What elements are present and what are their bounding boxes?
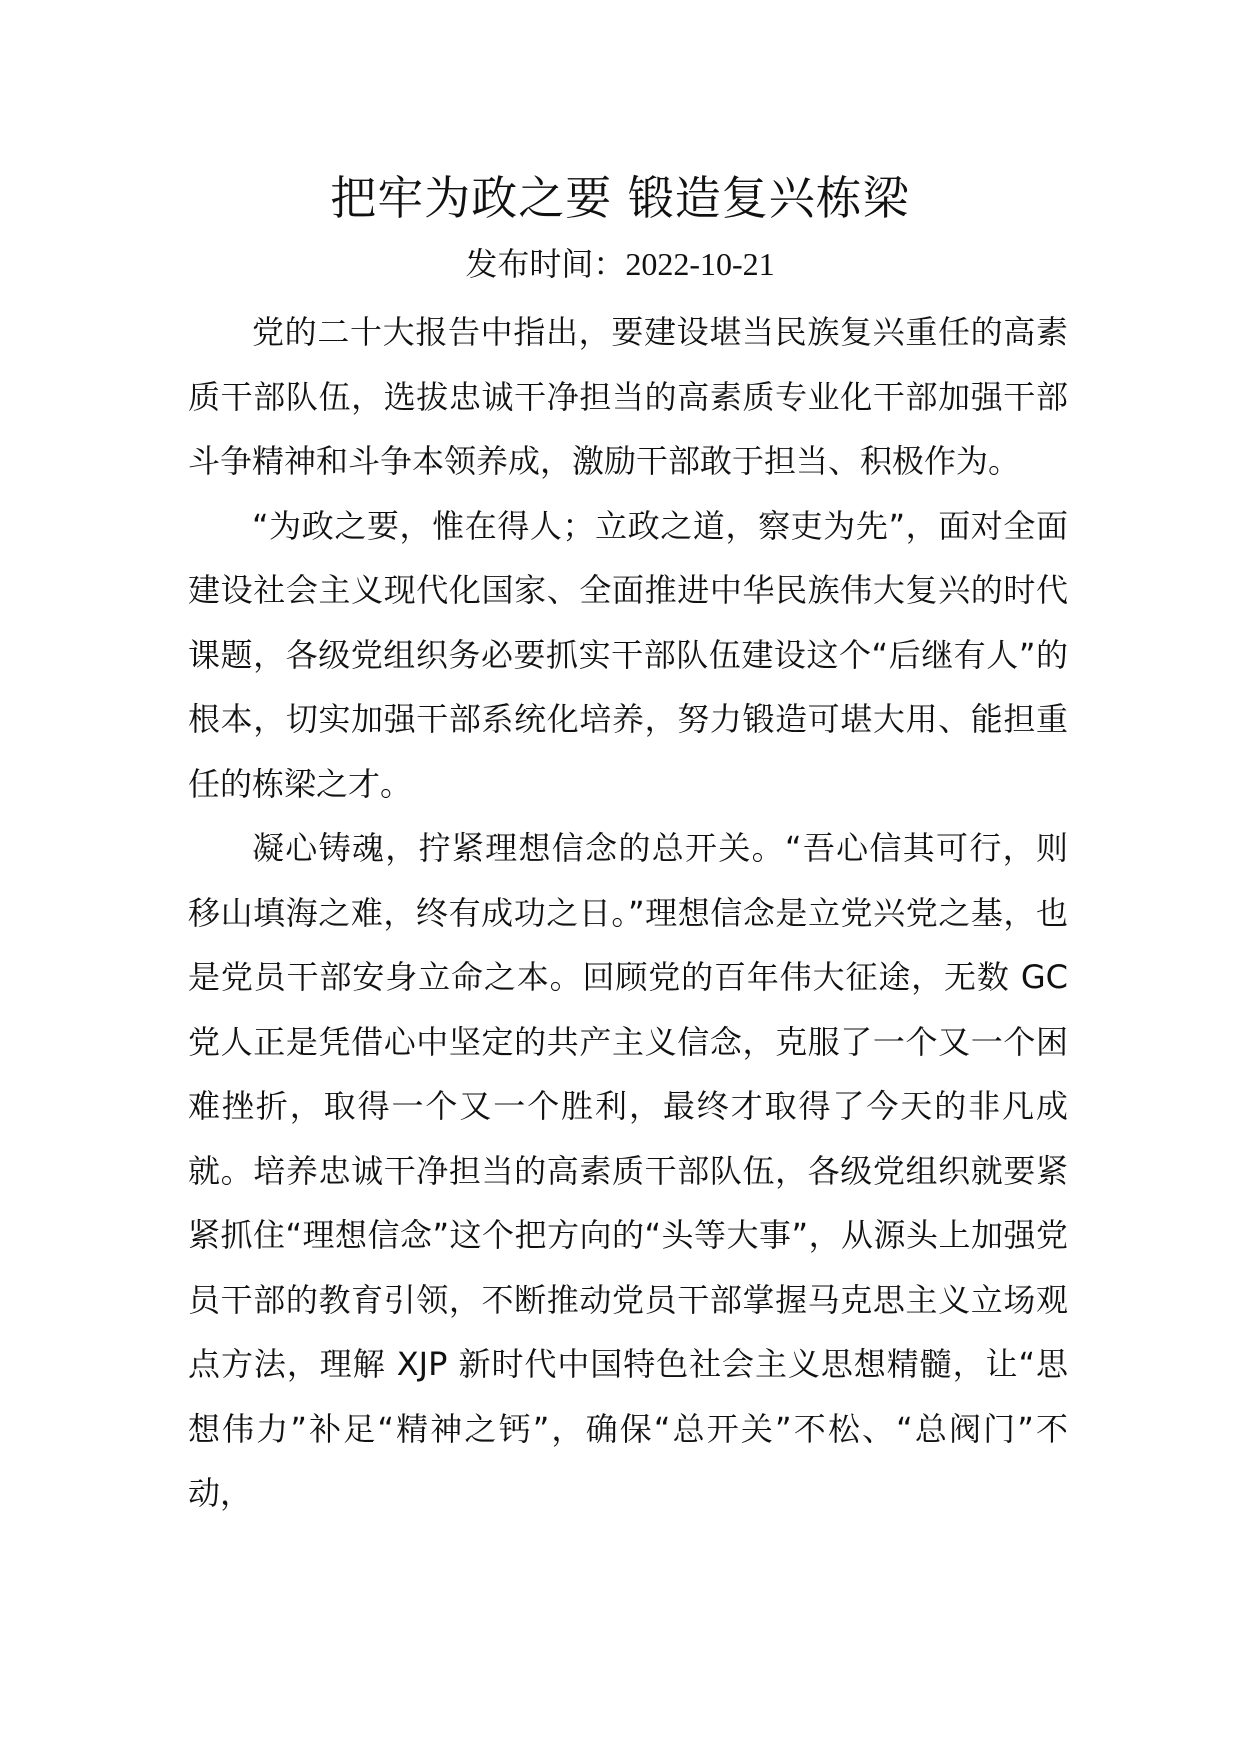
paragraph-3: 凝心铸魂，拧紧理想信念的总开关。“吾心信其可行，则移山填海之难，终有成功之日。”理想信念是立党兴党之基，也是党员干部安身立命之本。回顾党的百年伟大征途，无数 GC 党人正是凭借心中坚定的共产主义信念，克服了一个又一个困难挫折，取得一个又一个胜利，最终才取得了今天的非凡成就。培养忠诚干净担当的高素质干部队伍，各级党组织就要紧紧抓住“理想信念”这个把方向的“头等大事”，从源头上加强党员干部的教育引领，不断推动党员干部掌握马克思主义立场观点方法，理解 XJP 新时代中国特色社会主义思想精髓，让“思想伟力”补足“精神之钙”，确保“总开关”不松、“总阀门”不动，	[188, 829, 1068, 1512]
paragraph-2: “为政之要，惟在得人；立政之道，察吏为先”，面对全面建设社会主义现代化国家、全面推进中华民族伟大复兴的时代课题，各级党组织务必要抓实干部队伍建设这个“后继有人”的根本，切实加强干部系统化培养，努力锻造可堪大用、能担重任的栋梁之才。	[188, 506, 1068, 803]
paragraph-1: 党的二十大报告中指出，要建设堪当民族复兴重任的高素质干部队伍，选拔忠诚干净担当的高素质专业化干部加强干部斗争精神和斗争本领养成，激励干部敢于担当、积极作为。	[188, 313, 1068, 480]
publish-date-value: 2022-10-21	[625, 246, 775, 282]
document-body	[188, 300, 1068, 1526]
publish-date-label: 发布时间：	[465, 245, 626, 283]
publish-date	[0, 240, 1240, 288]
document-title: 把牢为政之要 锻造复兴栋梁	[330, 171, 910, 225]
